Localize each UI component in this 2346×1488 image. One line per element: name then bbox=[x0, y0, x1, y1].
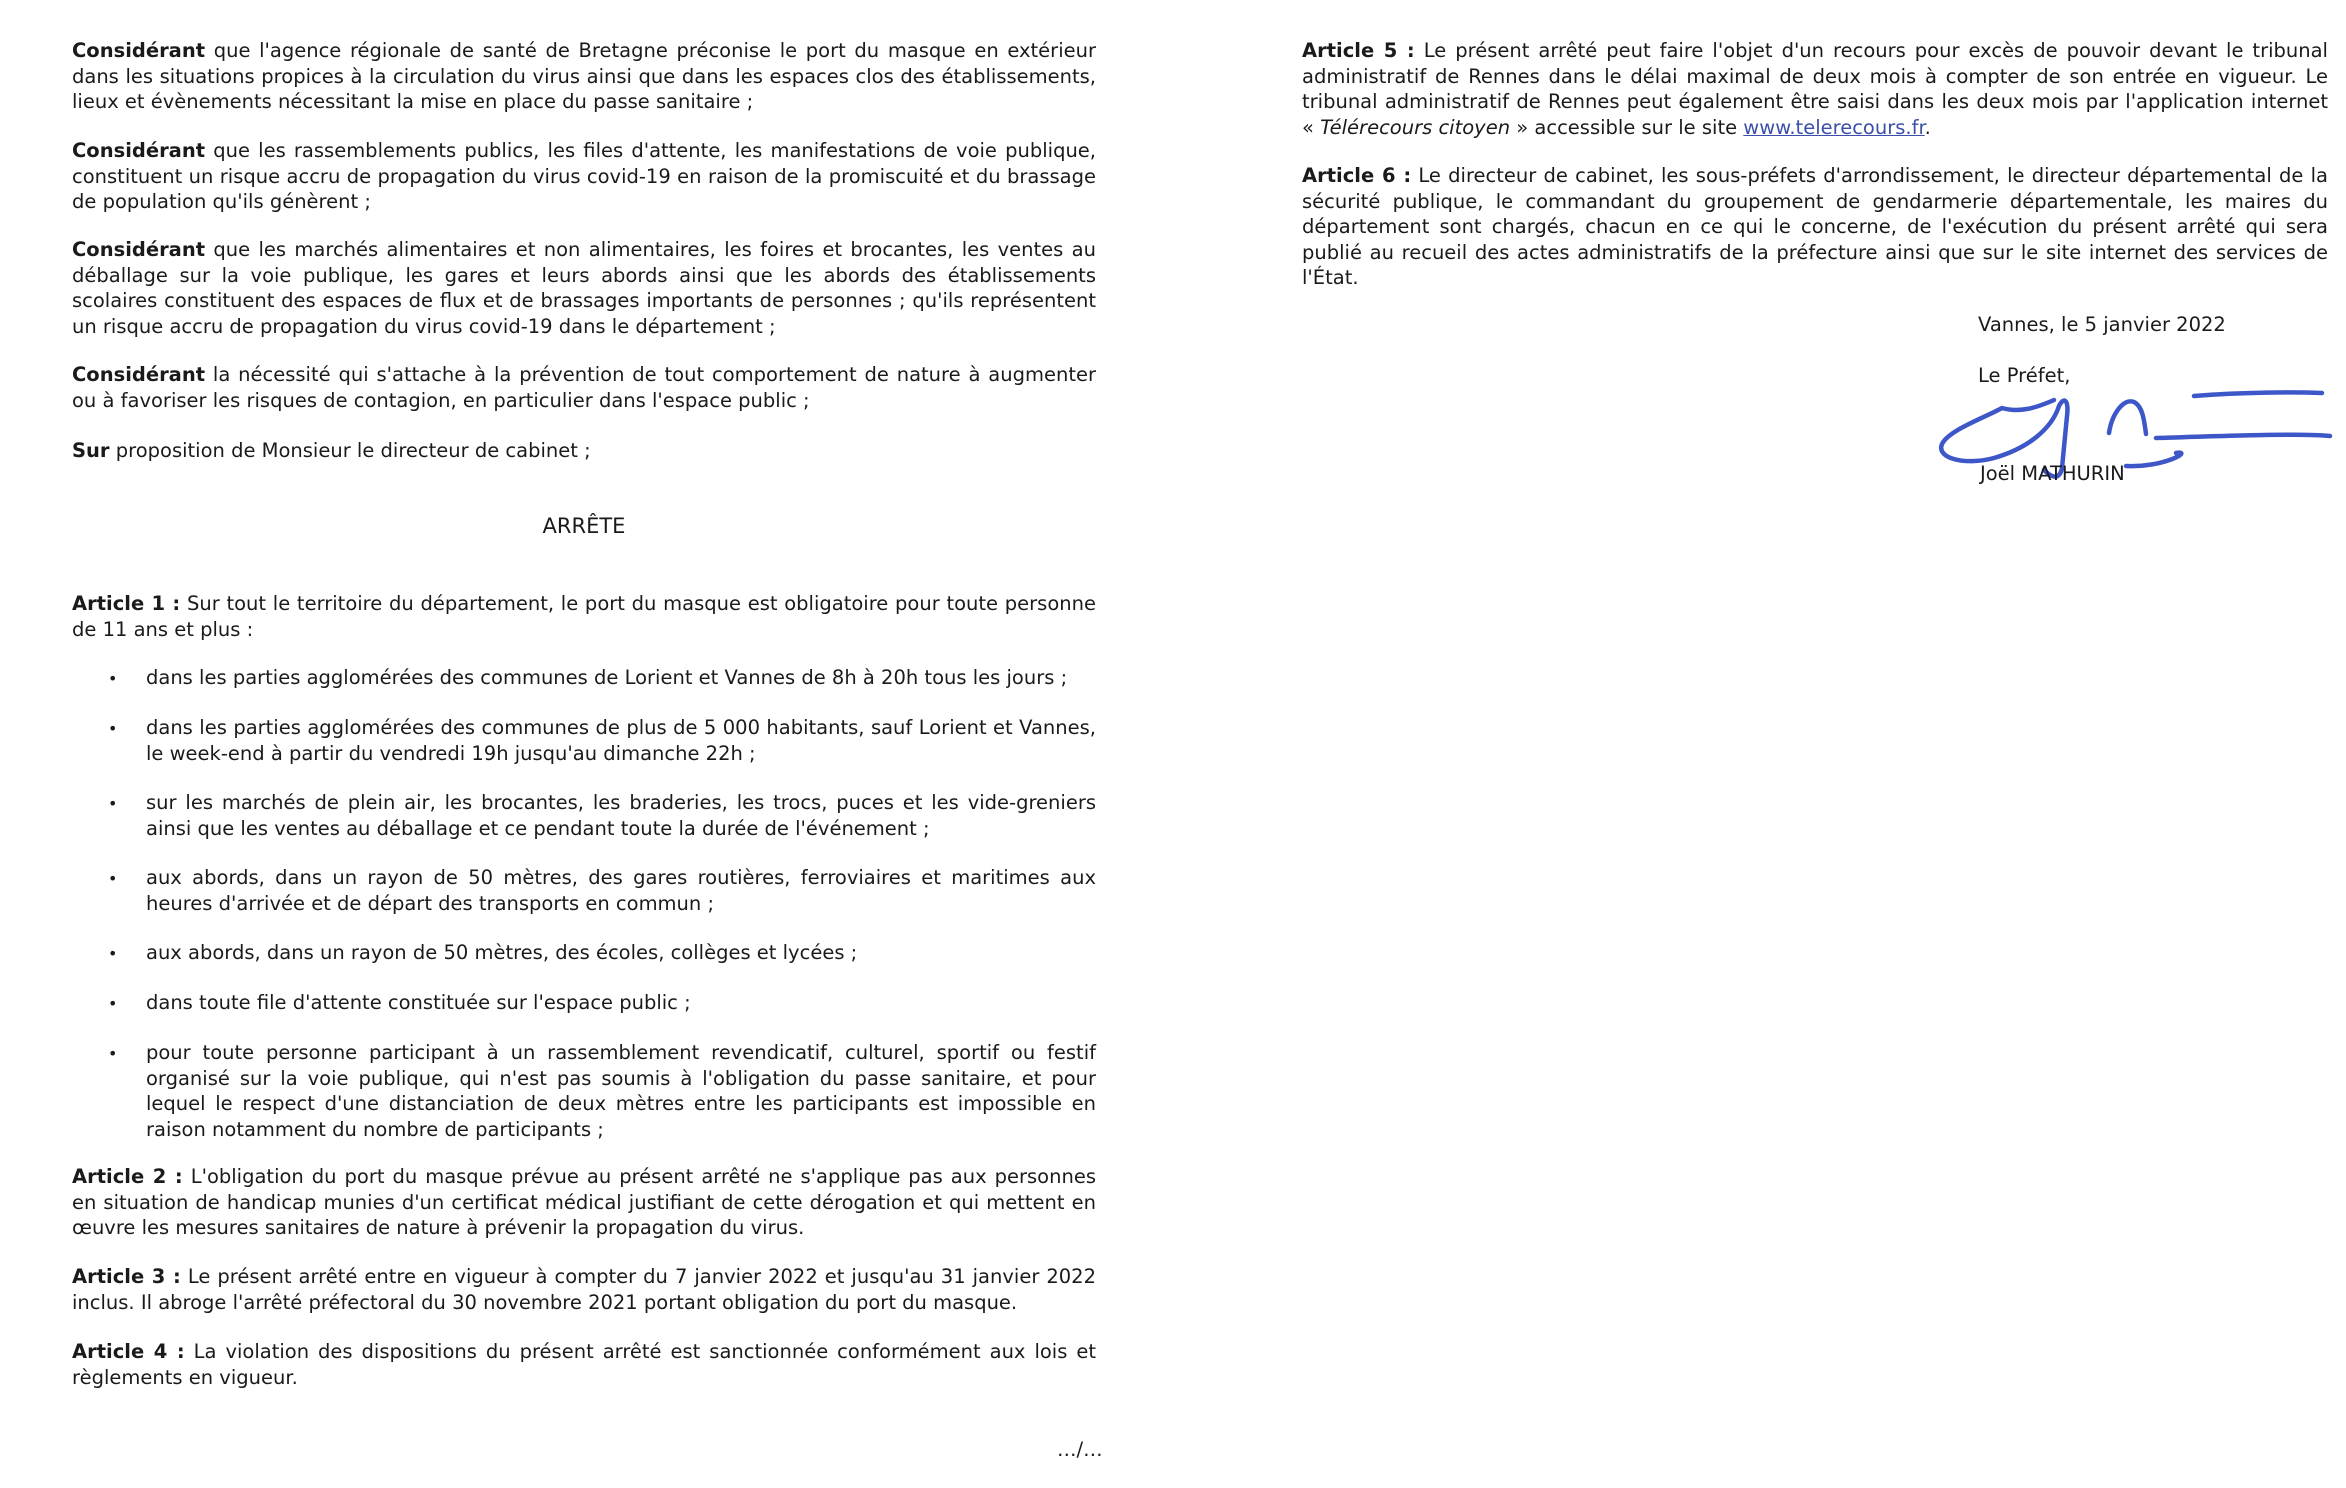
paragraph-lead: Considérant bbox=[72, 238, 206, 261]
paragraph-lead: Considérant bbox=[72, 139, 206, 162]
bullet-icon bbox=[108, 990, 118, 1017]
list-item bbox=[146, 665, 1096, 691]
article-text: Le présent arrêté peut faire l'objet d'un recours pour excès de pouvoir devant le tribunal administratif de Rennes dans le délai maximal de deux mois à compter de son entrée en vigueur. Le tribunal administratif de Rennes peut également être saisi dans les deux mois par l'application internet « bbox=[1302, 39, 2328, 139]
article-text: Le directeur de cabinet, les sous-préfets d'arrondissement, le directeur départemental de la sécurité publique, le commandant du groupement de gendarmerie départementale, les maires du département sont chargés, chacun en ce qui le concerne, de l'exécution du présent arrêté qui sera publié au recueil des actes administratifs de la préfecture ainsi que sur le site internet des services de l'État. bbox=[1302, 164, 2328, 289]
sur-proposition-paragraph bbox=[72, 438, 1096, 464]
list-item-text: dans les parties agglomérées des communes de Lorient et Vannes de 8h à 20h tous les jours ; bbox=[146, 666, 1068, 689]
list-item bbox=[146, 715, 1096, 766]
list-item-text: aux abords, dans un rayon de 50 mètres, des écoles, collèges et lycées ; bbox=[146, 941, 858, 964]
list-item-text: aux abords, dans un rayon de 50 mètres, des gares routières, ferroviaires et maritimes aux heures d'arrivée et de départ des transports en commun ; bbox=[146, 866, 1096, 915]
article-lead: Article 2 : bbox=[72, 1165, 183, 1188]
list-item-text: dans les parties agglomérées des communes de plus de 5 000 habitants, sauf Lorient et Vannes, le week-end à partir du vendredi 19h jusqu'au dimanche 22h ; bbox=[146, 716, 1096, 765]
bullet-icon bbox=[108, 715, 118, 742]
paragraph-lead: Considérant bbox=[72, 363, 206, 386]
bullet-icon bbox=[108, 940, 118, 967]
list-item bbox=[146, 1040, 1096, 1142]
continuation-mark: …/… bbox=[1057, 1438, 1103, 1461]
list-item bbox=[146, 790, 1096, 841]
paragraph-text: la nécessité qui s'attache à la prévention de tout comportement de nature à augmenter ou à favoriser les risques de contagion, en particulier dans l'espace public ; bbox=[72, 363, 1096, 412]
article-4 bbox=[72, 1339, 1096, 1390]
list-item bbox=[146, 940, 1096, 966]
list-item-text: sur les marchés de plein air, les brocantes, les braderies, les trocs, puces et les vide-greniers ainsi que les ventes au déballage et ce pendant toute la durée de l'événement ; bbox=[146, 791, 1096, 840]
considerant-paragraph-2 bbox=[72, 138, 1096, 215]
list-item bbox=[146, 990, 1096, 1016]
article-text: » accessible sur le site bbox=[1510, 115, 1744, 139]
considerant-paragraph-3 bbox=[72, 237, 1096, 339]
arrete-heading: ARRÊTE bbox=[542, 514, 626, 538]
paragraph-text: que l'agence régionale de santé de Bretagne préconise le port du masque en extérieur dans les situations propices à la circulation du virus ainsi que dans les espaces clos des établissements, lieux et évènements nécessitant la mise en place du passe sanitaire ; bbox=[72, 39, 1096, 113]
article-text: . bbox=[1924, 115, 1931, 139]
bullet-icon bbox=[108, 1040, 118, 1067]
paragraph-text: que les marchés alimentaires et non alimentaires, les foires et brocantes, les ventes au déballage sur la voie publique, les gares et leurs abords ainsi que les abords des établissements scolaires constituent des espaces de flux et de brassages importants de personnes ; qu'ils représentent un risque accru de propagation du virus covid-19 dans le département ; bbox=[72, 238, 1096, 338]
considerant-paragraph-1 bbox=[72, 38, 1096, 115]
signatory-role: Le Préfet, bbox=[1978, 364, 2071, 387]
signature-stroke bbox=[2156, 435, 2330, 438]
paragraph-lead: Sur bbox=[72, 439, 110, 462]
article-text: Sur tout le territoire du département, le port du masque est obligatoire pour toute personne de 11 ans et plus : bbox=[72, 592, 1096, 641]
article-2 bbox=[72, 1164, 1096, 1241]
article-6 bbox=[1302, 163, 2328, 291]
list-item bbox=[146, 865, 1096, 916]
bullet-icon bbox=[108, 790, 118, 817]
signature-stroke bbox=[2126, 453, 2181, 466]
place-and-date: Vannes, le 5 janvier 2022 bbox=[1978, 313, 2226, 336]
signature-stroke bbox=[2194, 392, 2322, 396]
article-lead: Article 1 : bbox=[72, 592, 181, 615]
article-1 bbox=[72, 591, 1096, 642]
telerecours-name: Télérecours citoyen bbox=[1320, 115, 1511, 139]
list-item-text: pour toute personne participant à un rassemblement revendicatif, culturel, sportif ou festif organisé sur la voie publique, qui n'est pas soumis à l'obligation du passe sanitaire, et pour lequel le respect d'une distanciation de deux mètres entre les participants est impossible en raison notamment du nombre de participants ; bbox=[146, 1041, 1096, 1141]
article-lead: Article 5 : bbox=[1302, 39, 1415, 62]
paragraph-text: que les rassemblements publics, les files d'attente, les manifestations de voie publique, constituent un risque accru de propagation du virus covid-19 en raison de la promiscuité et du brassage de population qu'ils génèrent ; bbox=[72, 139, 1096, 213]
considerant-paragraph-4 bbox=[72, 362, 1096, 413]
article-3 bbox=[72, 1264, 1096, 1315]
signatory-name: Joël MATHURIN bbox=[1980, 462, 2125, 485]
article-text: Le présent arrêté entre en vigueur à compter du 7 janvier 2022 et jusqu'au 31 janvier 2022 inclus. Il abroge l'arrêté préfectoral du 30 novembre 2021 portant obligation du port du masque. bbox=[72, 1265, 1096, 1314]
article-lead: Article 6 : bbox=[1302, 164, 1412, 187]
article-5 bbox=[1302, 38, 2328, 140]
article-lead: Article 4 : bbox=[72, 1340, 185, 1363]
article-text: L'obligation du port du masque prévue au présent arrêté ne s'applique pas aux personnes en situation de handicap munies d'un certificat médical justifiant de cette dérogation et qui mettent en œuvre les mesures sanitaires de nature à prévenir la propagation du virus. bbox=[72, 1165, 1096, 1239]
bullet-icon bbox=[108, 865, 118, 892]
telerecours-link[interactable]: www.telerecours.fr bbox=[1743, 115, 1925, 139]
paragraph-lead: Considérant bbox=[72, 39, 206, 62]
signature-stroke bbox=[2109, 401, 2146, 434]
article-text: La violation des dispositions du présent arrêté est sanctionnée conformément aux lois et règlements en vigueur. bbox=[72, 1340, 1096, 1389]
bullet-icon bbox=[108, 665, 118, 692]
paragraph-text: proposition de Monsieur le directeur de cabinet ; bbox=[109, 439, 591, 462]
list-item-text: dans toute file d'attente constituée sur l'espace public ; bbox=[146, 991, 691, 1014]
article-lead: Article 3 : bbox=[72, 1265, 181, 1288]
